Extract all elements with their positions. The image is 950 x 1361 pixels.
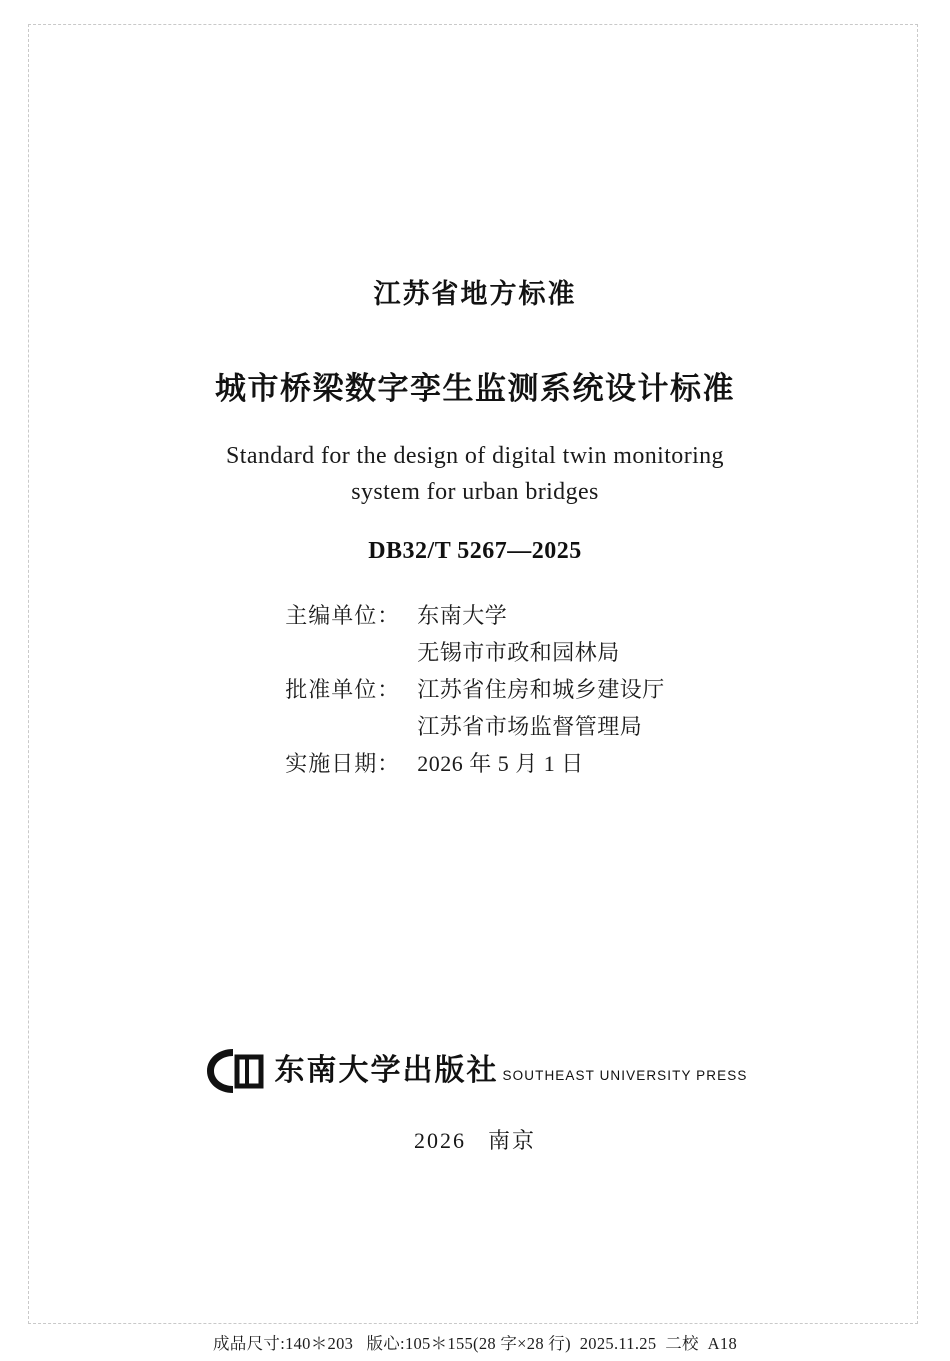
metadata-value: 东南大学 — [417, 603, 508, 628]
standard-code: DB32/T 5267—2025 — [368, 538, 582, 564]
metadata-label: 批准单位： — [285, 677, 401, 702]
metadata-row — [285, 634, 665, 671]
title-english-line-2: system for urban bridges — [351, 479, 599, 505]
metadata-value: 江苏省市场监督管理局 — [417, 714, 643, 739]
publisher-name-english: SOUTHEAST UNIVERSITY PRESS — [502, 1068, 748, 1083]
metadata-row — [285, 745, 665, 782]
print-production-note — [0, 1330, 950, 1354]
title-block — [120, 0, 830, 782]
metadata-label: 实施日期： — [285, 751, 401, 776]
metadata-list — [285, 597, 665, 782]
metadata-row — [285, 671, 665, 708]
publication-city: 南京 — [487, 1128, 536, 1153]
publisher-name-chinese: 东南大学出版社 — [274, 1053, 499, 1088]
metadata-value: 2026 年 5 月 1 日 — [417, 751, 584, 776]
southeast-university-press-logo-icon — [203, 1045, 265, 1097]
metadata-label: 主编单位： — [285, 603, 401, 628]
publisher-block — [0, 1045, 950, 1155]
publisher-name-group — [275, 1055, 748, 1087]
metadata-row — [285, 597, 665, 634]
standard-kind: 江苏省地方标准 — [373, 279, 577, 310]
print-production-note-text: 成品尺寸:140＊203 版心:105＊155(28 字×28 行) 2025.11.25 二校 A18 — [213, 1334, 737, 1353]
title-english-line-1: Standard for the design of digital twin monitoring — [226, 443, 724, 469]
publication-year: 2026 — [413, 1128, 466, 1153]
metadata-value: 无锡市市政和园林局 — [417, 640, 620, 665]
metadata-value: 江苏省住房和城乡建设厅 — [417, 677, 665, 702]
publication-year-city — [0, 1124, 950, 1155]
publisher-logo-group — [203, 1045, 748, 1097]
metadata-row — [285, 708, 665, 745]
document-title-chinese: 城市桥梁数字孪生监测系统设计标准 — [215, 371, 735, 407]
document-title-english — [120, 438, 830, 510]
